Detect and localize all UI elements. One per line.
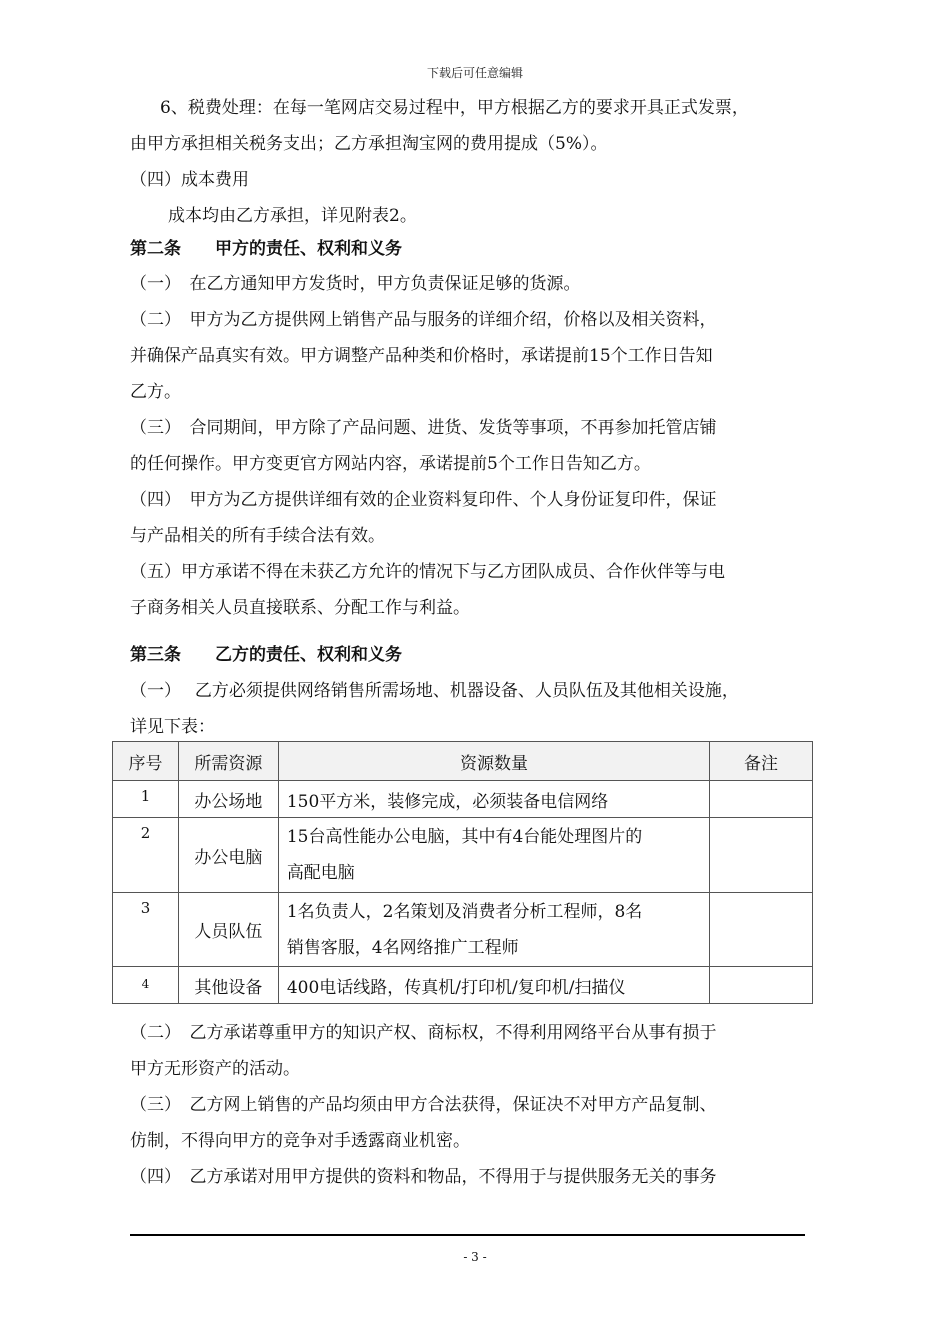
paragraph-line: 的任何操作。甲方变更官方网站内容，承诺提前5个工作日告知乙方。: [130, 454, 651, 474]
resource-note: [710, 967, 813, 1004]
table-header-row: [113, 742, 813, 781]
paragraph-line: （二） 乙方承诺尊重甲方的知识产权、商标权，不得利用网络平台从事有损于: [130, 1023, 717, 1043]
paragraph-line: （四） 乙方承诺对用甲方提供的资料和物品，不得用于与提供服务无关的事务: [130, 1167, 717, 1187]
page-number: - 3 -: [463, 1250, 487, 1264]
table-header-cell: 序号: [113, 742, 179, 781]
resource-name: 办公场地: [178, 781, 278, 818]
article-heading: 第三条 乙方的责任、权利和义务: [130, 645, 402, 665]
paragraph-line: （一） 乙方必须提供网络销售所需场地、机器设备、人员队伍及其他相关设施，: [130, 681, 739, 701]
resource-quantity: [278, 818, 709, 893]
paragraph-line: 与产品相关的所有手续合法有效。: [130, 526, 385, 546]
resource-name: 办公电脑: [178, 818, 278, 893]
paragraph-line: 乙方。: [130, 382, 181, 402]
table-row: [113, 781, 813, 818]
paragraph-line: 由甲方承担相关税务支出；乙方承担淘宝网的费用提成（5%）。: [130, 134, 608, 154]
table-header-cell: 资源数量: [278, 742, 709, 781]
resource-note: [710, 781, 813, 818]
paragraph-line: （四） 甲方为乙方提供详细有效的企业资料复印件、个人身份证复印件，保证: [130, 490, 717, 510]
paragraph-line: 子商务相关人员直接联系、分配工作与利益。: [130, 598, 470, 618]
table-header-cell: 所需资源: [178, 742, 278, 781]
footer-rule: [130, 1234, 805, 1236]
row-number: 1: [113, 781, 179, 818]
header-note: 下载后可任意编辑: [426, 66, 523, 80]
article-heading: 第二条 甲方的责任、权利和义务: [130, 239, 402, 259]
resource-name: 人员队伍: [178, 893, 278, 967]
resource-table: [112, 741, 813, 1004]
section-heading: （四）成本费用: [130, 170, 249, 190]
quantity-line: 销售客服，4名网络推广工程师: [286, 937, 519, 958]
quantity-line: 15台高性能办公电脑，其中有4台能处理图片的: [286, 827, 643, 847]
row-number: 3: [113, 893, 179, 967]
table-row: [113, 967, 813, 1004]
paragraph-line: 详见下表：: [130, 717, 215, 737]
paragraph-line: （五）甲方承诺不得在未获乙方允许的情况下与乙方团队成员、合作伙伴等与电: [130, 562, 725, 582]
paragraph-line: 并确保产品真实有效。甲方调整产品种类和价格时，承诺提前15个工作日告知: [130, 346, 713, 366]
paragraph-line: 6、税费处理：在每一笔网店交易过程中，甲方根据乙方的要求开具正式发票，: [160, 98, 749, 118]
row-number: 2: [113, 818, 179, 893]
quantity-line: 高配电脑: [286, 863, 355, 883]
resource-quantity: [278, 893, 709, 967]
paragraph-line: （三） 乙方网上销售的产品均须由甲方合法获得，保证决不对甲方产品复制、: [130, 1095, 717, 1115]
paragraph-line: 仿制，不得向甲方的竞争对手透露商业机密。: [130, 1131, 470, 1151]
resource-note: [710, 818, 813, 893]
resource-note: [710, 893, 813, 967]
resource-quantity: 150平方米，装修完成，必须装备电信网络: [278, 781, 709, 818]
row-number: 4: [113, 967, 179, 1004]
resource-quantity: 400电话线路，传真机/打印机/复印机/扫描仪: [278, 967, 709, 1004]
quantity-line: 1名负责人，2名策划及消费者分析工程师，8名: [286, 901, 643, 922]
paragraph-line: （三） 合同期间，甲方除了产品问题、进货、发货等事项，不再参加托管店铺: [130, 418, 717, 438]
table-header-cell: 备注: [710, 742, 813, 781]
resource-name: 其他设备: [178, 967, 278, 1004]
paragraph-line: （一） 在乙方通知甲方发货时，甲方负责保证足够的货源。: [130, 274, 581, 294]
table-row: [113, 818, 813, 893]
paragraph-line: 甲方无形资产的活动。: [130, 1059, 300, 1079]
paragraph-line: （二） 甲方为乙方提供网上销售产品与服务的详细介绍，价格以及相关资料，: [130, 310, 717, 330]
paragraph-line: 成本均由乙方承担，详见附表2。: [168, 206, 417, 226]
table-row: [113, 893, 813, 967]
